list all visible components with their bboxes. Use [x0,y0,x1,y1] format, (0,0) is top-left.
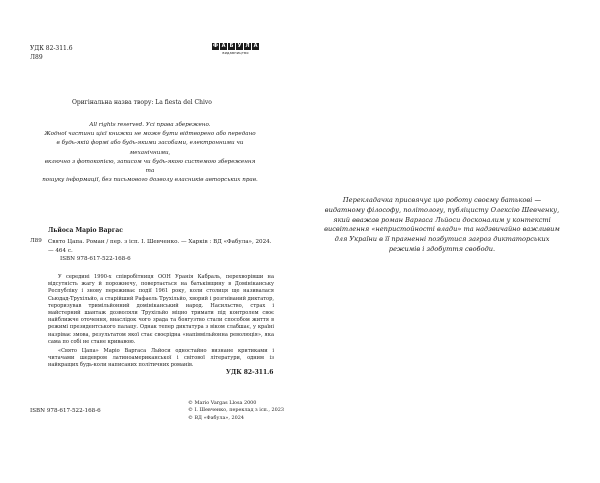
lbbk-code-top: Л89 [30,54,43,61]
dedication: Перекладачка присвячує цю роботу своєму батькові — видатному філософу, політологу, публіцисту Олексію Шевченку, який вважав роман Варгаса Льйоси досконалим у контексті висвітлення «непристойності влади» та надзвичайно важливим для України в її прагненні позбутися загроз диктаторських режимів і здобуття свободи. [324,196,560,253]
logo-letter: Л [245,43,250,49]
bibliographic-record: Свято Цапа. Роман / пер. з ісп. І. Шевченко. — Харків : ВД «Фабула», 2024. — 464 с. [48,239,272,255]
rights-line: Жодної частини цієї книжки не може бути відтворено або передано [44,131,256,138]
rights-line: в будь-якій формі або будь-якими засобами, електронними чи механічними, [56,140,244,156]
author-name: Льйоса Маріо Варгас [48,227,123,234]
annotation-paragraph: У середині 1990-х співробітниця ООН Уранія Кабраль, перехворівши на відсутність жагу й порожнечу, повертається на батьківщину в Домініканську Республіку і знову переживає події 1961 року, коли столиця ще називалася Сьюдад-Трухільйо, а старійший Рафаель Трухільйо, хворий і розгніваний диктатор, тероризував тримільйонний домініканський народ. Насильство, страх і майстерний шантаж дозволяли Трухільйо міцно тримати під контролем своє найближче оточення, внаслідок чого зрада та боягузтво стали способом життя в режимі президентського палацу. Однак тепер диктатура з віком слабшає, у країні назріває змова, результатом якої стає своєрідна «напівмільйонна революція», яка сама по собі не стане кривавою. [48,274,274,345]
isbn-bottom: ISBN 978-617-522-168-6 [30,408,101,414]
rights-line: All rights reserved. Усі права збережено. [89,122,211,128]
rights-line: включно з фотокопією, записом чи будь-якою системою збереження та [44,158,256,175]
isbn-record: ISBN 978-617-522-168-6 [60,256,131,262]
annotation [48,274,274,370]
logo-letter-row [212,43,259,50]
lbbk-code: Л89 [30,238,42,244]
publisher-logo [212,43,259,55]
original-title: Оригінальна назва твору: La fiesta del Chivo [72,99,212,106]
copyright-line: © ВД «Фабула», 2024 [188,414,244,421]
logo-letter: А [221,43,226,49]
copyright-line: © І. Шевченко, переклад з ісп., 2023 [188,407,284,414]
annotation-paragraph: «Свято Цапа» Маріо Варгаса Льйоси одностайно визнане критиками і читачами шедевром латиноамериканської і світової літератури, одним із найкращих будь-коли написаних політичних романів. [48,348,274,369]
logo-letter: У [237,43,242,49]
logo-subtitle: видавництво [222,51,249,55]
logo-letter: Б [229,43,234,49]
logo-letter: А [253,43,258,49]
copyright-block [188,400,284,422]
logo-letter: Ф [213,43,218,49]
rights-line: пошуку інформації, без письмового дозволу власників авторських прав. [42,177,258,184]
udk-code-top: УДК 82-311.6 [30,45,73,52]
copyright-line: © Mario Vargas Llosa 2000 [188,400,257,406]
udk-block-top [30,44,73,62]
udk-code-bottom: УДК 82-311.6 [226,369,274,376]
rights-notice [40,121,260,185]
